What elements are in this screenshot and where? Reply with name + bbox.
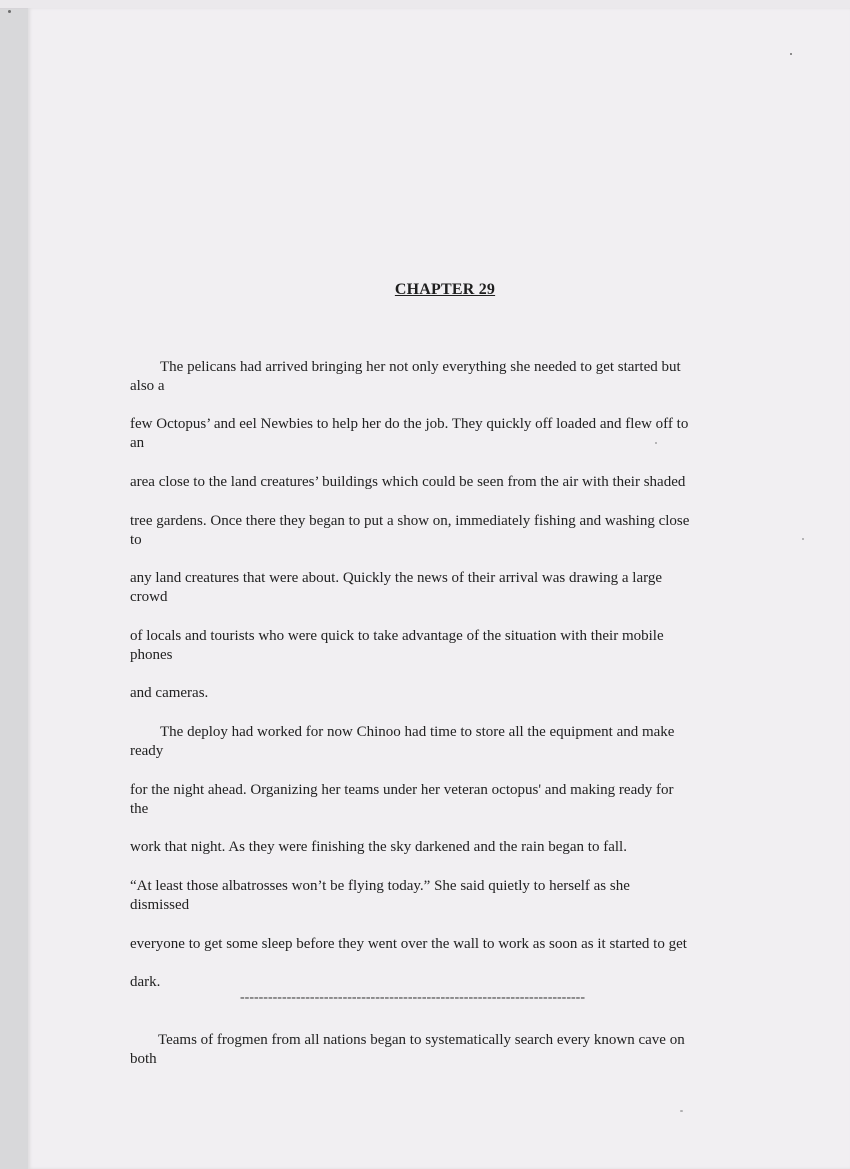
paragraph-line: both <box>130 1051 157 1067</box>
paragraph-line: tree gardens. Once there they began to put a show on, immediately fishing and washing close <box>130 513 690 529</box>
paragraph-line: to <box>130 532 142 548</box>
paragraph-line: dismissed <box>130 897 190 913</box>
paragraph-line: phones <box>130 647 173 663</box>
scan-speck <box>790 53 792 55</box>
paragraph-line: The deploy had worked for now Chinoo had time to store all the equipment and make <box>160 724 675 740</box>
chapter-title: CHAPTER 29 <box>394 281 496 298</box>
paragraph-line: few Octopus’ and eel Newbies to help her do the job. They quickly off loaded and flew off to <box>130 416 689 432</box>
paragraph-line: work that night. As they were finishing the sky darkened and the rain began to fall. <box>130 839 627 855</box>
paragraph-line: of locals and tourists who were quick to take advantage of the situation with their mobile <box>130 628 664 644</box>
paragraph-line: the <box>130 801 149 817</box>
paragraph-line: Teams of frogmen from all nations began to systematically search every known cave on <box>158 1032 685 1048</box>
paragraph-line: dark. <box>130 974 161 990</box>
scan-speck <box>680 1110 683 1112</box>
paragraph-line: ready <box>130 743 164 759</box>
paragraph-line: an <box>130 435 145 451</box>
section-separator: -------------------------------------------------------------------------- <box>240 990 585 1005</box>
paragraph-line: everyone to get some sleep before they went over the wall to work as soon as it started to get <box>130 936 687 952</box>
paragraph-line: “At least those albatrosses won’t be flying today.” She said quietly to herself as she <box>130 878 630 894</box>
paragraph-line: The pelicans had arrived bringing her not only everything she needed to get started but <box>160 359 681 375</box>
paragraph-line: any land creatures that were about. Quickly the news of their arrival was drawing a large <box>130 570 663 586</box>
paragraph-line: also a <box>130 378 165 394</box>
paragraph-line: and cameras. <box>130 685 209 701</box>
paragraph-line: for the night ahead. Organizing her teams under her veteran octopus' and making ready for <box>130 782 674 798</box>
paragraph-line: area close to the land creatures’ buildings which could be seen from the air with their shaded <box>130 474 686 490</box>
scan-speck <box>8 10 11 13</box>
scan-speck <box>802 538 804 540</box>
scan-speck <box>655 442 657 444</box>
paragraph-line: crowd <box>130 589 168 605</box>
